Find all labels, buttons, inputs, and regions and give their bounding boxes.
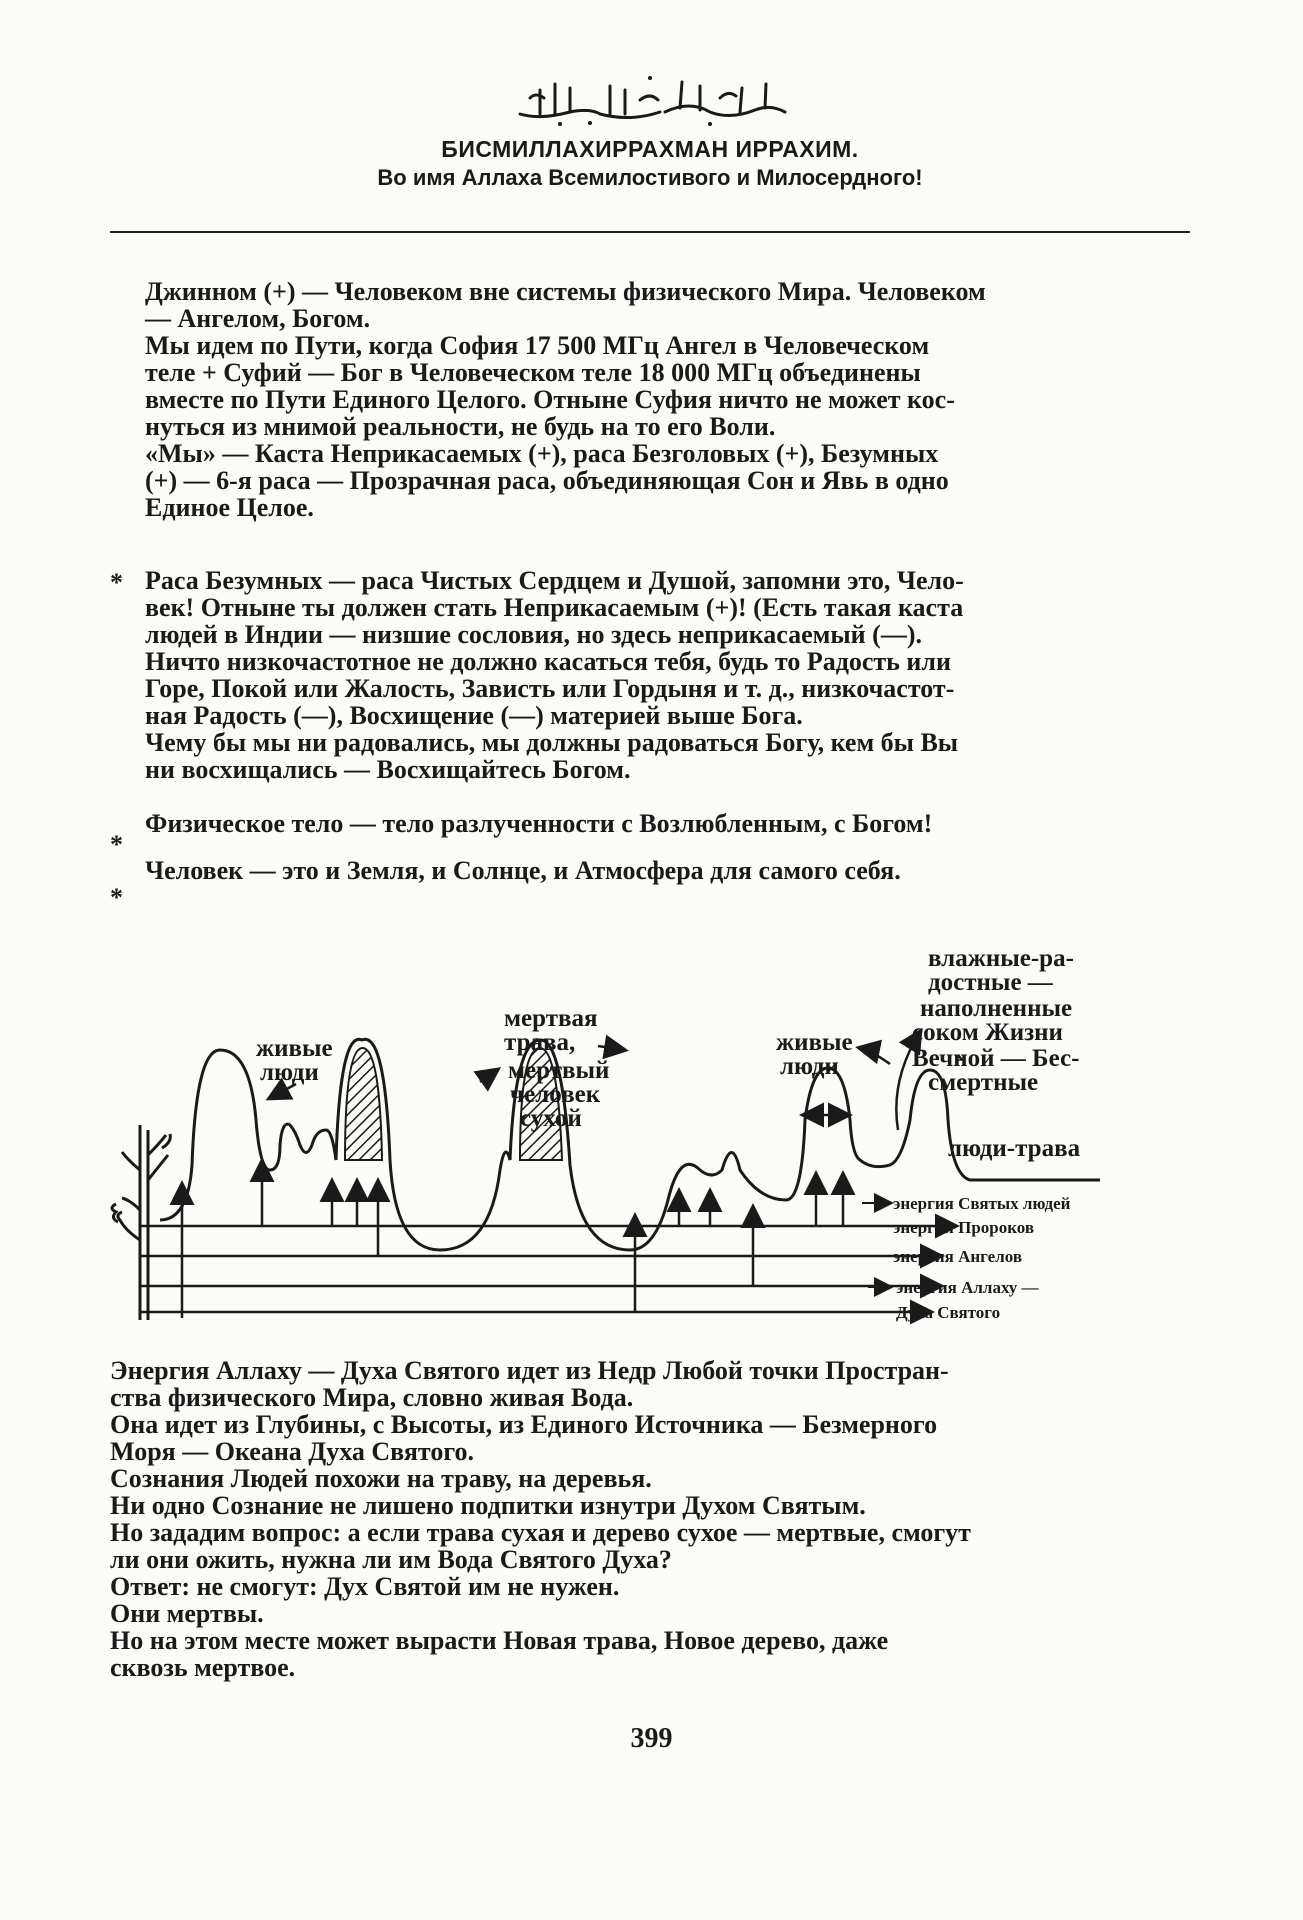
text-line: Единое Целое. <box>145 493 314 522</box>
text-line: Но на этом месте может вырасти Новая трава, Новое дерево, даже <box>110 1626 889 1655</box>
label-people-grass: люди-трава <box>948 1135 1081 1162</box>
label-alive-left: люди <box>260 1059 319 1086</box>
label-wet: Вечной — Бес- <box>912 1045 1080 1072</box>
bullet-marker: * <box>110 883 123 912</box>
text-line: людей в Индии — низшие сословия, но здесь неприкасаемый (—). <box>145 620 922 649</box>
text-line: Она идет из Глубины, с Высоты, из Единого Источника — Безмерного <box>110 1410 938 1439</box>
text-line: Горе, Покой или Жалость, Зависть или Гордыня и т. д., низкочастот- <box>145 674 955 703</box>
label-dead: мертвый <box>508 1057 610 1084</box>
bullet-item <box>145 810 1211 837</box>
text-line: Чему бы мы ни радовались, мы должны радоваться Богу, кем бы Вы <box>145 728 959 757</box>
bullet-item <box>145 567 1211 783</box>
label-alive-right: люди <box>780 1053 839 1080</box>
text-line: Но зададим вопрос: а если трава сухая и дерево сухое — мертвые, смогут <box>110 1518 971 1547</box>
energy-diagram <box>100 920 1210 1340</box>
label-dead: трава, <box>504 1029 576 1056</box>
text-line: Джинном (+) — Человеком вне системы физического Мира. Человеком <box>145 277 986 306</box>
header-title: БИСМИЛЛАХИРРАХМАН ИРРАХИМ. <box>441 136 859 162</box>
text-line: «Мы» — Каста Неприкасаемых (+), раса Безголовых (+), Безумных <box>145 439 939 468</box>
text-line: нуться из мнимой реальности, не будь на то его Воли. <box>145 412 776 441</box>
text-line: Физическое тело — тело разлученности с Возлюбленным, с Богом! <box>145 809 933 838</box>
text-line: Энергия Аллаху — Духа Святого идет из Недр Любой точки Простран- <box>110 1356 949 1385</box>
bullet-marker: * <box>110 568 123 597</box>
legend-allah: Духа Святого <box>896 1303 1001 1322</box>
label-wet: соком Жизни <box>912 1019 1063 1046</box>
bullet-marker: * <box>110 830 123 859</box>
text-line: Раса Безумных — раса Чистых Сердцем и Душой, запомни это, Чело- <box>145 566 964 595</box>
text-line: ства физического Мира, словно живая Вода. <box>110 1383 634 1412</box>
text-line: ная Радость (—), Восхищение (—) материей выше Бога. <box>145 701 803 730</box>
text-line: Моря — Океана Духа Святого. <box>110 1437 474 1466</box>
text-line: Ни одно Сознание не лишено подпитки изнутри Духом Святым. <box>110 1491 866 1520</box>
closing-paragraph <box>110 1357 1210 1681</box>
header-subtitle: Во имя Аллаха Всемилостивого и Милосердного! <box>377 165 923 190</box>
text-line: ли они ожить, нужна ли им Вода Святого Духа? <box>110 1545 672 1574</box>
label-wet: смертные <box>928 1069 1039 1096</box>
text-line: — Ангелом, Богом. <box>145 304 371 333</box>
text-line: Сознания Людей похожи на траву, на деревья. <box>110 1464 652 1493</box>
text-line: теле + Суфий — Бог в Человеческом теле 18 000 МГц объединены <box>145 358 921 387</box>
text-line: (+) — 6-я раса — Прозрачная раса, объединяющая Сон и Явь в одно <box>145 466 949 495</box>
tree-icon <box>112 1125 170 1320</box>
bullet-item <box>145 857 1211 884</box>
legend-prophets: энергия Пророков <box>893 1218 1035 1237</box>
label-alive-left: живые <box>256 1035 333 1062</box>
bismillah-calligraphy <box>500 70 800 130</box>
text-line: Человек — это и Земля, и Солнце, и Атмосфера для самого себя. <box>145 856 901 885</box>
label-wet: влажные-ра- <box>928 945 1074 972</box>
label-wet: достные — <box>928 969 1053 996</box>
text-line: ни восхищались — Восхищайтесь Богом. <box>145 755 631 784</box>
header-divider <box>110 231 1190 233</box>
legend-angels: энергия Ангелов <box>893 1247 1023 1266</box>
dead-grass-area-left <box>345 1048 382 1160</box>
label-alive-right: живые <box>776 1029 853 1056</box>
text-line: Мы идем по Пути, когда София 17 500 МГц Ангел в Человеческом <box>145 331 930 360</box>
legend-allah: энергия Аллаху — <box>896 1278 1039 1297</box>
legend-saints: энергия Святых людей <box>893 1194 1071 1213</box>
bullet-list <box>145 567 1211 884</box>
intro-paragraph <box>145 278 1211 521</box>
text-line: Они мертвы. <box>110 1599 264 1628</box>
text-line: век! Отныне ты должен стать Неприкасаемым (+)! (Есть такая каста <box>145 593 964 622</box>
label-dead: сухой <box>520 1105 582 1132</box>
text-line: Ответ: не смогут: Дух Святой им не нужен. <box>110 1572 620 1601</box>
text-line: Ничто низкочастотное не должно касаться тебя, будь то Радость или <box>145 647 951 676</box>
label-dead: мертвая <box>504 1005 598 1032</box>
text-line: вместе по Пути Единого Целого. Отныне Суфия ничто не может кос- <box>145 385 955 414</box>
label-wet: наполненные <box>920 995 1073 1022</box>
page-header <box>110 70 1190 191</box>
text-line: сквозь мертвое. <box>110 1653 296 1682</box>
label-dead: человек <box>510 1081 601 1108</box>
energy-lines <box>140 1226 955 1312</box>
page-number: 399 <box>630 1723 673 1754</box>
